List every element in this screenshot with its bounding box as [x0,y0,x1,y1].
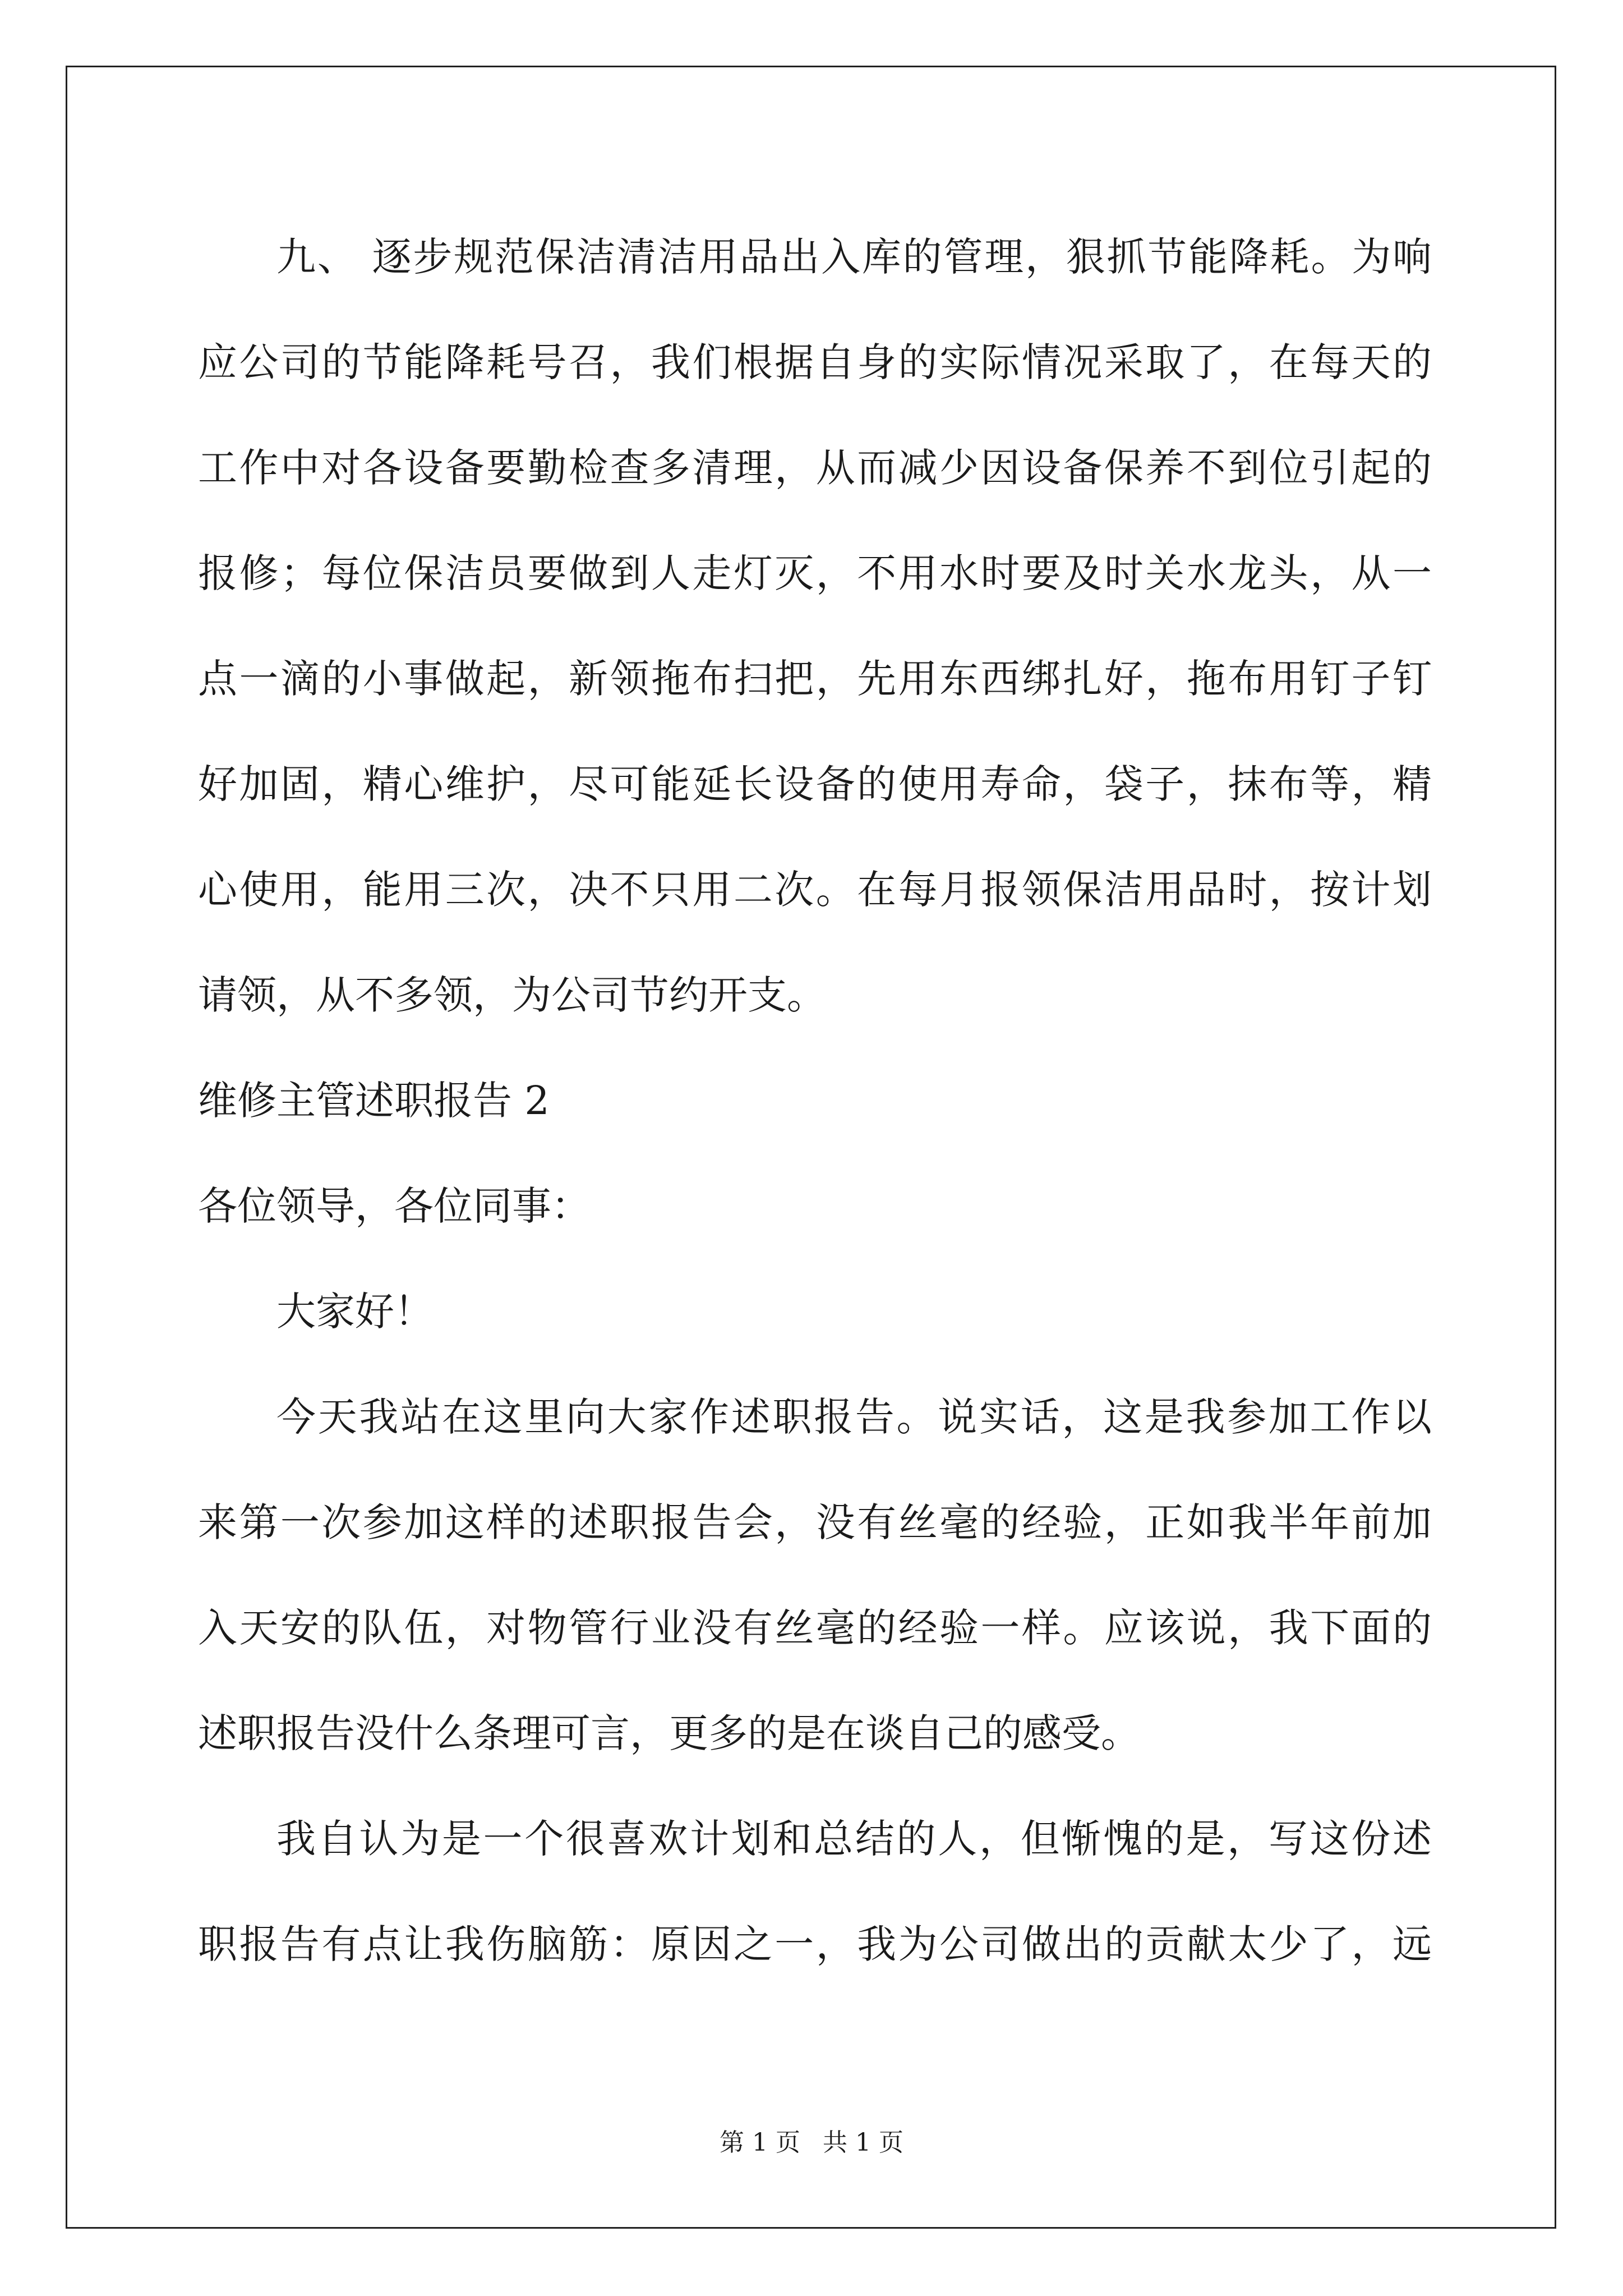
paragraph-line: 心使用，能用三次，决不只用二次。在每月报领保洁用品时，按计划 [198,867,1432,913]
greeting: 大家好！ [276,1289,434,1335]
paragraph-line: 今天我站在这里向大家作述职报告。说实话，这是我参加工作以 [276,1394,1432,1440]
paragraph-line: 应公司的节能降耗号召，我们根据自身的实际情况采取了，在每天的 [198,339,1432,385]
paragraph-line: 工作中对各设备要勤检查多清理，从而减少因设备保养不到位引起的 [198,445,1432,491]
section-heading: 维修主管述职报告 2 [198,1078,550,1124]
paragraph-line: 我自认为是一个很喜欢计划和总结的人，但惭愧的是，写这份述 [276,1816,1432,1862]
page-footer [0,2126,1623,2160]
paragraph-line: 报修；每位保洁员要做到人走灯灭，不用水时要及时关水龙头，从一 [198,550,1432,596]
paragraph-line: 好加固，精心维护，尽可能延长设备的使用寿命，袋子，抹布等，精 [198,761,1432,807]
paragraph-line: 入天安的队伍，对物管行业没有丝毫的经验一样。应该说，我下面的 [198,1605,1432,1651]
salutation: 各位领导，各位同事： [198,1183,591,1229]
paragraph-line: 来第一次参加这样的述职报告会，没有丝毫的经验，正如我半年前加 [198,1499,1432,1545]
paragraph-line: 请领，从不多领，为公司节约开支。 [198,972,826,1018]
paragraph-line: 述职报告没什么条理可言，更多的是在谈自己的感受。 [198,1710,1140,1756]
paragraph-line: 点一滴的小事做起，新领拖布扫把，先用东西绑扎好，拖布用钉子钉 [198,656,1432,702]
page-total: 共 1 页 [823,2128,903,2157]
paragraph-line: 职报告有点让我伤脑筋：原因之一，我为公司做出的贡献太少了，远 [198,1921,1432,1967]
page-number: 第 1 页 [720,2128,800,2157]
paragraph-line: 九、 逐步规范保洁清洁用品出入库的管理，狠抓节能降耗。为响 [276,234,1432,280]
